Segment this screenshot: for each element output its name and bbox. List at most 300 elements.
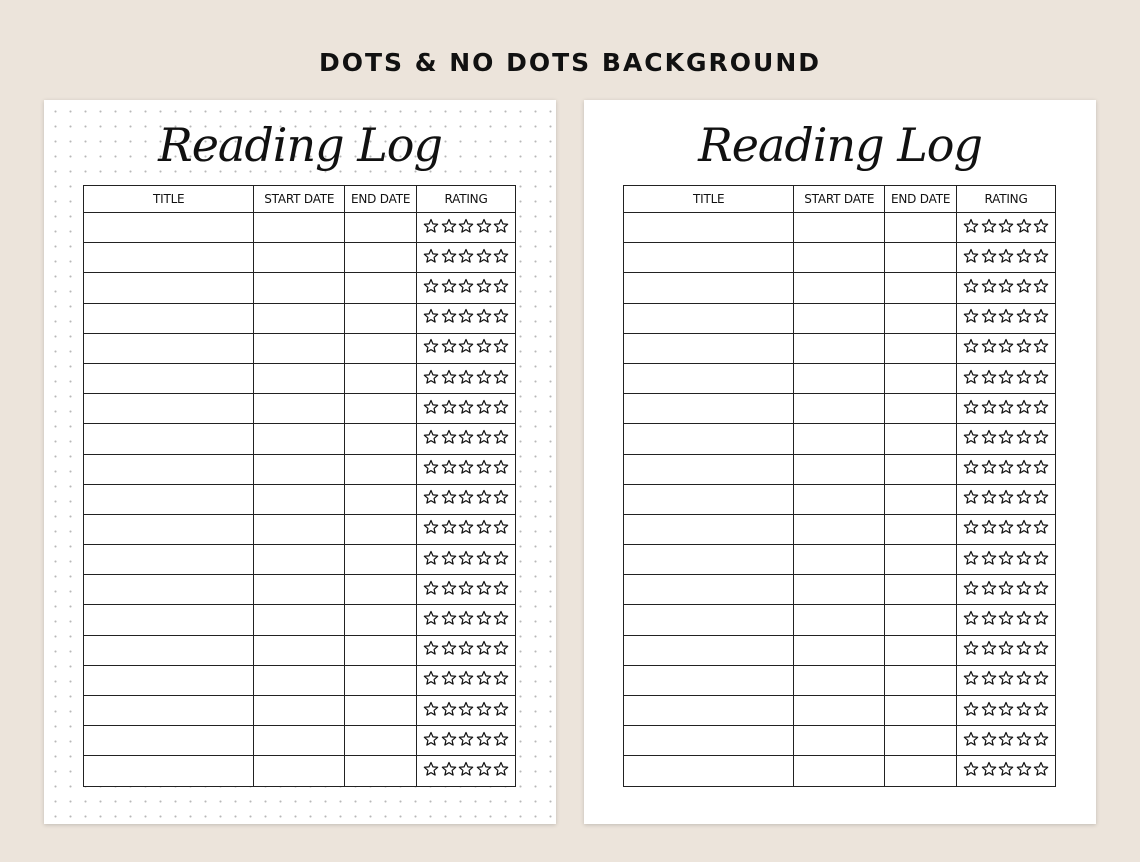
- title-cell[interactable]: [84, 696, 254, 726]
- end-date-cell[interactable]: [345, 424, 417, 454]
- star-outline-icon[interactable]: [1016, 248, 1032, 264]
- star-outline-icon[interactable]: [963, 610, 979, 626]
- star-outline-icon[interactable]: [1033, 429, 1049, 445]
- end-date-cell[interactable]: [345, 696, 417, 726]
- star-outline-icon[interactable]: [476, 610, 492, 626]
- star-outline-icon[interactable]: [981, 519, 997, 535]
- star-outline-icon[interactable]: [458, 278, 474, 294]
- star-outline-icon[interactable]: [998, 701, 1014, 717]
- star-outline-icon[interactable]: [493, 731, 509, 747]
- star-outline-icon[interactable]: [458, 761, 474, 777]
- end-date-cell[interactable]: [885, 213, 957, 243]
- star-outline-icon[interactable]: [963, 731, 979, 747]
- title-cell[interactable]: [84, 454, 254, 484]
- title-cell[interactable]: [84, 363, 254, 393]
- star-outline-icon[interactable]: [476, 459, 492, 475]
- star-outline-icon[interactable]: [1016, 429, 1032, 445]
- title-cell[interactable]: [84, 303, 254, 333]
- star-outline-icon[interactable]: [981, 429, 997, 445]
- star-outline-icon[interactable]: [1016, 519, 1032, 535]
- star-outline-icon[interactable]: [493, 338, 509, 354]
- start-date-cell[interactable]: [794, 273, 885, 303]
- star-outline-icon[interactable]: [963, 248, 979, 264]
- star-outline-icon[interactable]: [423, 519, 439, 535]
- star-outline-icon[interactable]: [423, 338, 439, 354]
- star-outline-icon[interactable]: [423, 670, 439, 686]
- start-date-cell[interactable]: [794, 514, 885, 544]
- star-outline-icon[interactable]: [1033, 550, 1049, 566]
- star-outline-icon[interactable]: [1033, 399, 1049, 415]
- title-cell[interactable]: [624, 696, 794, 726]
- title-cell[interactable]: [84, 575, 254, 605]
- end-date-cell[interactable]: [345, 575, 417, 605]
- star-outline-icon[interactable]: [998, 670, 1014, 686]
- star-outline-icon[interactable]: [963, 640, 979, 656]
- star-outline-icon[interactable]: [981, 550, 997, 566]
- title-cell[interactable]: [624, 424, 794, 454]
- star-outline-icon[interactable]: [493, 248, 509, 264]
- star-outline-icon[interactable]: [476, 399, 492, 415]
- star-outline-icon[interactable]: [981, 399, 997, 415]
- star-outline-icon[interactable]: [423, 731, 439, 747]
- star-outline-icon[interactable]: [458, 399, 474, 415]
- star-outline-icon[interactable]: [458, 308, 474, 324]
- star-outline-icon[interactable]: [441, 580, 457, 596]
- star-outline-icon[interactable]: [476, 670, 492, 686]
- star-outline-icon[interactable]: [493, 519, 509, 535]
- star-outline-icon[interactable]: [998, 369, 1014, 385]
- end-date-cell[interactable]: [345, 545, 417, 575]
- star-outline-icon[interactable]: [441, 338, 457, 354]
- star-outline-icon[interactable]: [493, 489, 509, 505]
- star-outline-icon[interactable]: [963, 670, 979, 686]
- star-outline-icon[interactable]: [1016, 670, 1032, 686]
- star-outline-icon[interactable]: [1016, 218, 1032, 234]
- end-date-cell[interactable]: [345, 454, 417, 484]
- star-outline-icon[interactable]: [998, 218, 1014, 234]
- end-date-cell[interactable]: [345, 273, 417, 303]
- title-cell[interactable]: [624, 514, 794, 544]
- start-date-cell[interactable]: [254, 363, 345, 393]
- star-outline-icon[interactable]: [458, 731, 474, 747]
- star-outline-icon[interactable]: [998, 429, 1014, 445]
- title-cell[interactable]: [84, 243, 254, 273]
- star-outline-icon[interactable]: [423, 550, 439, 566]
- end-date-cell[interactable]: [885, 303, 957, 333]
- star-outline-icon[interactable]: [423, 489, 439, 505]
- star-outline-icon[interactable]: [1033, 248, 1049, 264]
- star-outline-icon[interactable]: [458, 459, 474, 475]
- start-date-cell[interactable]: [794, 545, 885, 575]
- star-outline-icon[interactable]: [423, 701, 439, 717]
- start-date-cell[interactable]: [254, 605, 345, 635]
- star-outline-icon[interactable]: [423, 459, 439, 475]
- star-outline-icon[interactable]: [998, 278, 1014, 294]
- end-date-cell[interactable]: [885, 605, 957, 635]
- title-cell[interactable]: [624, 575, 794, 605]
- star-outline-icon[interactable]: [441, 731, 457, 747]
- title-cell[interactable]: [84, 726, 254, 756]
- start-date-cell[interactable]: [254, 394, 345, 424]
- star-outline-icon[interactable]: [1033, 610, 1049, 626]
- star-outline-icon[interactable]: [1016, 308, 1032, 324]
- start-date-cell[interactable]: [794, 484, 885, 514]
- star-outline-icon[interactable]: [1033, 519, 1049, 535]
- end-date-cell[interactable]: [885, 394, 957, 424]
- star-outline-icon[interactable]: [476, 278, 492, 294]
- title-cell[interactable]: [624, 454, 794, 484]
- star-outline-icon[interactable]: [981, 338, 997, 354]
- end-date-cell[interactable]: [885, 273, 957, 303]
- star-outline-icon[interactable]: [423, 761, 439, 777]
- star-outline-icon[interactable]: [981, 670, 997, 686]
- star-outline-icon[interactable]: [493, 701, 509, 717]
- star-outline-icon[interactable]: [493, 429, 509, 445]
- star-outline-icon[interactable]: [493, 610, 509, 626]
- star-outline-icon[interactable]: [963, 218, 979, 234]
- star-outline-icon[interactable]: [1016, 761, 1032, 777]
- star-outline-icon[interactable]: [476, 248, 492, 264]
- start-date-cell[interactable]: [794, 454, 885, 484]
- star-outline-icon[interactable]: [981, 489, 997, 505]
- star-outline-icon[interactable]: [981, 610, 997, 626]
- star-outline-icon[interactable]: [458, 701, 474, 717]
- star-outline-icon[interactable]: [1033, 640, 1049, 656]
- star-outline-icon[interactable]: [981, 248, 997, 264]
- star-outline-icon[interactable]: [1016, 701, 1032, 717]
- star-outline-icon[interactable]: [441, 248, 457, 264]
- star-outline-icon[interactable]: [1016, 489, 1032, 505]
- end-date-cell[interactable]: [345, 726, 417, 756]
- star-outline-icon[interactable]: [963, 459, 979, 475]
- end-date-cell[interactable]: [345, 333, 417, 363]
- start-date-cell[interactable]: [254, 213, 345, 243]
- title-cell[interactable]: [624, 756, 794, 786]
- end-date-cell[interactable]: [885, 726, 957, 756]
- star-outline-icon[interactable]: [998, 459, 1014, 475]
- start-date-cell[interactable]: [794, 726, 885, 756]
- end-date-cell[interactable]: [885, 545, 957, 575]
- star-outline-icon[interactable]: [476, 701, 492, 717]
- end-date-cell[interactable]: [345, 484, 417, 514]
- end-date-cell[interactable]: [345, 394, 417, 424]
- star-outline-icon[interactable]: [1016, 580, 1032, 596]
- star-outline-icon[interactable]: [423, 399, 439, 415]
- star-outline-icon[interactable]: [963, 429, 979, 445]
- star-outline-icon[interactable]: [998, 489, 1014, 505]
- start-date-cell[interactable]: [794, 363, 885, 393]
- end-date-cell[interactable]: [885, 333, 957, 363]
- star-outline-icon[interactable]: [981, 459, 997, 475]
- star-outline-icon[interactable]: [1016, 550, 1032, 566]
- star-outline-icon[interactable]: [493, 580, 509, 596]
- end-date-cell[interactable]: [885, 243, 957, 273]
- star-outline-icon[interactable]: [423, 218, 439, 234]
- start-date-cell[interactable]: [794, 424, 885, 454]
- star-outline-icon[interactable]: [458, 369, 474, 385]
- start-date-cell[interactable]: [254, 273, 345, 303]
- end-date-cell[interactable]: [345, 363, 417, 393]
- title-cell[interactable]: [84, 545, 254, 575]
- star-outline-icon[interactable]: [493, 459, 509, 475]
- start-date-cell[interactable]: [254, 665, 345, 695]
- title-cell[interactable]: [84, 273, 254, 303]
- star-outline-icon[interactable]: [441, 640, 457, 656]
- star-outline-icon[interactable]: [441, 701, 457, 717]
- star-outline-icon[interactable]: [493, 308, 509, 324]
- star-outline-icon[interactable]: [998, 248, 1014, 264]
- star-outline-icon[interactable]: [963, 369, 979, 385]
- star-outline-icon[interactable]: [493, 278, 509, 294]
- end-date-cell[interactable]: [885, 424, 957, 454]
- start-date-cell[interactable]: [254, 575, 345, 605]
- star-outline-icon[interactable]: [493, 550, 509, 566]
- star-outline-icon[interactable]: [963, 399, 979, 415]
- star-outline-icon[interactable]: [441, 550, 457, 566]
- star-outline-icon[interactable]: [493, 399, 509, 415]
- title-cell[interactable]: [624, 243, 794, 273]
- star-outline-icon[interactable]: [458, 580, 474, 596]
- star-outline-icon[interactable]: [441, 610, 457, 626]
- star-outline-icon[interactable]: [476, 338, 492, 354]
- start-date-cell[interactable]: [794, 756, 885, 786]
- end-date-cell[interactable]: [345, 303, 417, 333]
- star-outline-icon[interactable]: [476, 429, 492, 445]
- star-outline-icon[interactable]: [1016, 399, 1032, 415]
- star-outline-icon[interactable]: [963, 580, 979, 596]
- end-date-cell[interactable]: [885, 575, 957, 605]
- star-outline-icon[interactable]: [981, 308, 997, 324]
- star-outline-icon[interactable]: [981, 369, 997, 385]
- star-outline-icon[interactable]: [963, 761, 979, 777]
- star-outline-icon[interactable]: [1033, 278, 1049, 294]
- star-outline-icon[interactable]: [493, 670, 509, 686]
- star-outline-icon[interactable]: [963, 308, 979, 324]
- star-outline-icon[interactable]: [1016, 278, 1032, 294]
- title-cell[interactable]: [84, 635, 254, 665]
- star-outline-icon[interactable]: [476, 550, 492, 566]
- star-outline-icon[interactable]: [1033, 701, 1049, 717]
- start-date-cell[interactable]: [254, 243, 345, 273]
- star-outline-icon[interactable]: [423, 580, 439, 596]
- star-outline-icon[interactable]: [1033, 459, 1049, 475]
- star-outline-icon[interactable]: [476, 640, 492, 656]
- end-date-cell[interactable]: [345, 756, 417, 786]
- title-cell[interactable]: [84, 424, 254, 454]
- star-outline-icon[interactable]: [963, 338, 979, 354]
- start-date-cell[interactable]: [794, 303, 885, 333]
- star-outline-icon[interactable]: [476, 369, 492, 385]
- end-date-cell[interactable]: [885, 454, 957, 484]
- start-date-cell[interactable]: [254, 303, 345, 333]
- end-date-cell[interactable]: [345, 605, 417, 635]
- end-date-cell[interactable]: [885, 484, 957, 514]
- title-cell[interactable]: [624, 273, 794, 303]
- star-outline-icon[interactable]: [998, 308, 1014, 324]
- star-outline-icon[interactable]: [1033, 218, 1049, 234]
- title-cell[interactable]: [84, 756, 254, 786]
- star-outline-icon[interactable]: [1033, 670, 1049, 686]
- star-outline-icon[interactable]: [981, 278, 997, 294]
- start-date-cell[interactable]: [254, 635, 345, 665]
- star-outline-icon[interactable]: [458, 519, 474, 535]
- star-outline-icon[interactable]: [476, 731, 492, 747]
- star-outline-icon[interactable]: [963, 278, 979, 294]
- star-outline-icon[interactable]: [998, 399, 1014, 415]
- star-outline-icon[interactable]: [458, 610, 474, 626]
- star-outline-icon[interactable]: [441, 308, 457, 324]
- star-outline-icon[interactable]: [1033, 369, 1049, 385]
- star-outline-icon[interactable]: [981, 640, 997, 656]
- start-date-cell[interactable]: [254, 696, 345, 726]
- star-outline-icon[interactable]: [423, 640, 439, 656]
- title-cell[interactable]: [84, 514, 254, 544]
- start-date-cell[interactable]: [794, 635, 885, 665]
- end-date-cell[interactable]: [885, 696, 957, 726]
- star-outline-icon[interactable]: [1033, 338, 1049, 354]
- star-outline-icon[interactable]: [998, 731, 1014, 747]
- star-outline-icon[interactable]: [423, 610, 439, 626]
- star-outline-icon[interactable]: [458, 218, 474, 234]
- star-outline-icon[interactable]: [458, 248, 474, 264]
- end-date-cell[interactable]: [885, 665, 957, 695]
- start-date-cell[interactable]: [794, 333, 885, 363]
- star-outline-icon[interactable]: [981, 731, 997, 747]
- star-outline-icon[interactable]: [1033, 731, 1049, 747]
- star-outline-icon[interactable]: [441, 369, 457, 385]
- star-outline-icon[interactable]: [476, 519, 492, 535]
- star-outline-icon[interactable]: [441, 459, 457, 475]
- star-outline-icon[interactable]: [981, 701, 997, 717]
- title-cell[interactable]: [624, 635, 794, 665]
- star-outline-icon[interactable]: [441, 761, 457, 777]
- star-outline-icon[interactable]: [1016, 610, 1032, 626]
- start-date-cell[interactable]: [794, 605, 885, 635]
- start-date-cell[interactable]: [254, 454, 345, 484]
- star-outline-icon[interactable]: [998, 338, 1014, 354]
- start-date-cell[interactable]: [254, 484, 345, 514]
- star-outline-icon[interactable]: [441, 519, 457, 535]
- start-date-cell[interactable]: [794, 394, 885, 424]
- title-cell[interactable]: [624, 726, 794, 756]
- star-outline-icon[interactable]: [1033, 580, 1049, 596]
- start-date-cell[interactable]: [254, 333, 345, 363]
- star-outline-icon[interactable]: [998, 761, 1014, 777]
- star-outline-icon[interactable]: [423, 248, 439, 264]
- star-outline-icon[interactable]: [476, 308, 492, 324]
- star-outline-icon[interactable]: [458, 489, 474, 505]
- end-date-cell[interactable]: [345, 514, 417, 544]
- star-outline-icon[interactable]: [963, 519, 979, 535]
- title-cell[interactable]: [624, 303, 794, 333]
- star-outline-icon[interactable]: [423, 308, 439, 324]
- title-cell[interactable]: [84, 665, 254, 695]
- star-outline-icon[interactable]: [458, 640, 474, 656]
- title-cell[interactable]: [624, 394, 794, 424]
- star-outline-icon[interactable]: [441, 278, 457, 294]
- star-outline-icon[interactable]: [493, 369, 509, 385]
- title-cell[interactable]: [84, 213, 254, 243]
- star-outline-icon[interactable]: [998, 580, 1014, 596]
- star-outline-icon[interactable]: [441, 399, 457, 415]
- star-outline-icon[interactable]: [1033, 761, 1049, 777]
- star-outline-icon[interactable]: [476, 218, 492, 234]
- star-outline-icon[interactable]: [493, 761, 509, 777]
- start-date-cell[interactable]: [254, 726, 345, 756]
- star-outline-icon[interactable]: [963, 489, 979, 505]
- title-cell[interactable]: [624, 213, 794, 243]
- star-outline-icon[interactable]: [981, 580, 997, 596]
- star-outline-icon[interactable]: [998, 550, 1014, 566]
- star-outline-icon[interactable]: [1016, 369, 1032, 385]
- star-outline-icon[interactable]: [981, 218, 997, 234]
- star-outline-icon[interactable]: [981, 761, 997, 777]
- star-outline-icon[interactable]: [963, 701, 979, 717]
- star-outline-icon[interactable]: [458, 338, 474, 354]
- star-outline-icon[interactable]: [1016, 731, 1032, 747]
- start-date-cell[interactable]: [794, 243, 885, 273]
- title-cell[interactable]: [624, 484, 794, 514]
- star-outline-icon[interactable]: [476, 761, 492, 777]
- title-cell[interactable]: [84, 484, 254, 514]
- title-cell[interactable]: [84, 394, 254, 424]
- end-date-cell[interactable]: [345, 243, 417, 273]
- title-cell[interactable]: [624, 665, 794, 695]
- end-date-cell[interactable]: [885, 363, 957, 393]
- star-outline-icon[interactable]: [1016, 640, 1032, 656]
- star-outline-icon[interactable]: [441, 429, 457, 445]
- star-outline-icon[interactable]: [1016, 459, 1032, 475]
- end-date-cell[interactable]: [345, 635, 417, 665]
- end-date-cell[interactable]: [885, 635, 957, 665]
- start-date-cell[interactable]: [794, 696, 885, 726]
- star-outline-icon[interactable]: [998, 610, 1014, 626]
- star-outline-icon[interactable]: [441, 670, 457, 686]
- star-outline-icon[interactable]: [423, 278, 439, 294]
- title-cell[interactable]: [624, 605, 794, 635]
- star-outline-icon[interactable]: [458, 550, 474, 566]
- title-cell[interactable]: [624, 363, 794, 393]
- start-date-cell[interactable]: [254, 545, 345, 575]
- title-cell[interactable]: [624, 545, 794, 575]
- start-date-cell[interactable]: [254, 424, 345, 454]
- star-outline-icon[interactable]: [441, 218, 457, 234]
- star-outline-icon[interactable]: [458, 429, 474, 445]
- star-outline-icon[interactable]: [998, 640, 1014, 656]
- star-outline-icon[interactable]: [458, 670, 474, 686]
- star-outline-icon[interactable]: [1033, 308, 1049, 324]
- star-outline-icon[interactable]: [423, 429, 439, 445]
- end-date-cell[interactable]: [885, 756, 957, 786]
- star-outline-icon[interactable]: [493, 218, 509, 234]
- start-date-cell[interactable]: [794, 213, 885, 243]
- star-outline-icon[interactable]: [476, 580, 492, 596]
- title-cell[interactable]: [84, 605, 254, 635]
- start-date-cell[interactable]: [794, 665, 885, 695]
- start-date-cell[interactable]: [254, 514, 345, 544]
- star-outline-icon[interactable]: [1033, 489, 1049, 505]
- end-date-cell[interactable]: [345, 213, 417, 243]
- end-date-cell[interactable]: [885, 514, 957, 544]
- star-outline-icon[interactable]: [1016, 338, 1032, 354]
- star-outline-icon[interactable]: [493, 640, 509, 656]
- star-outline-icon[interactable]: [476, 489, 492, 505]
- start-date-cell[interactable]: [794, 575, 885, 605]
- title-cell[interactable]: [84, 333, 254, 363]
- star-outline-icon[interactable]: [963, 550, 979, 566]
- star-outline-icon[interactable]: [441, 489, 457, 505]
- star-outline-icon[interactable]: [423, 369, 439, 385]
